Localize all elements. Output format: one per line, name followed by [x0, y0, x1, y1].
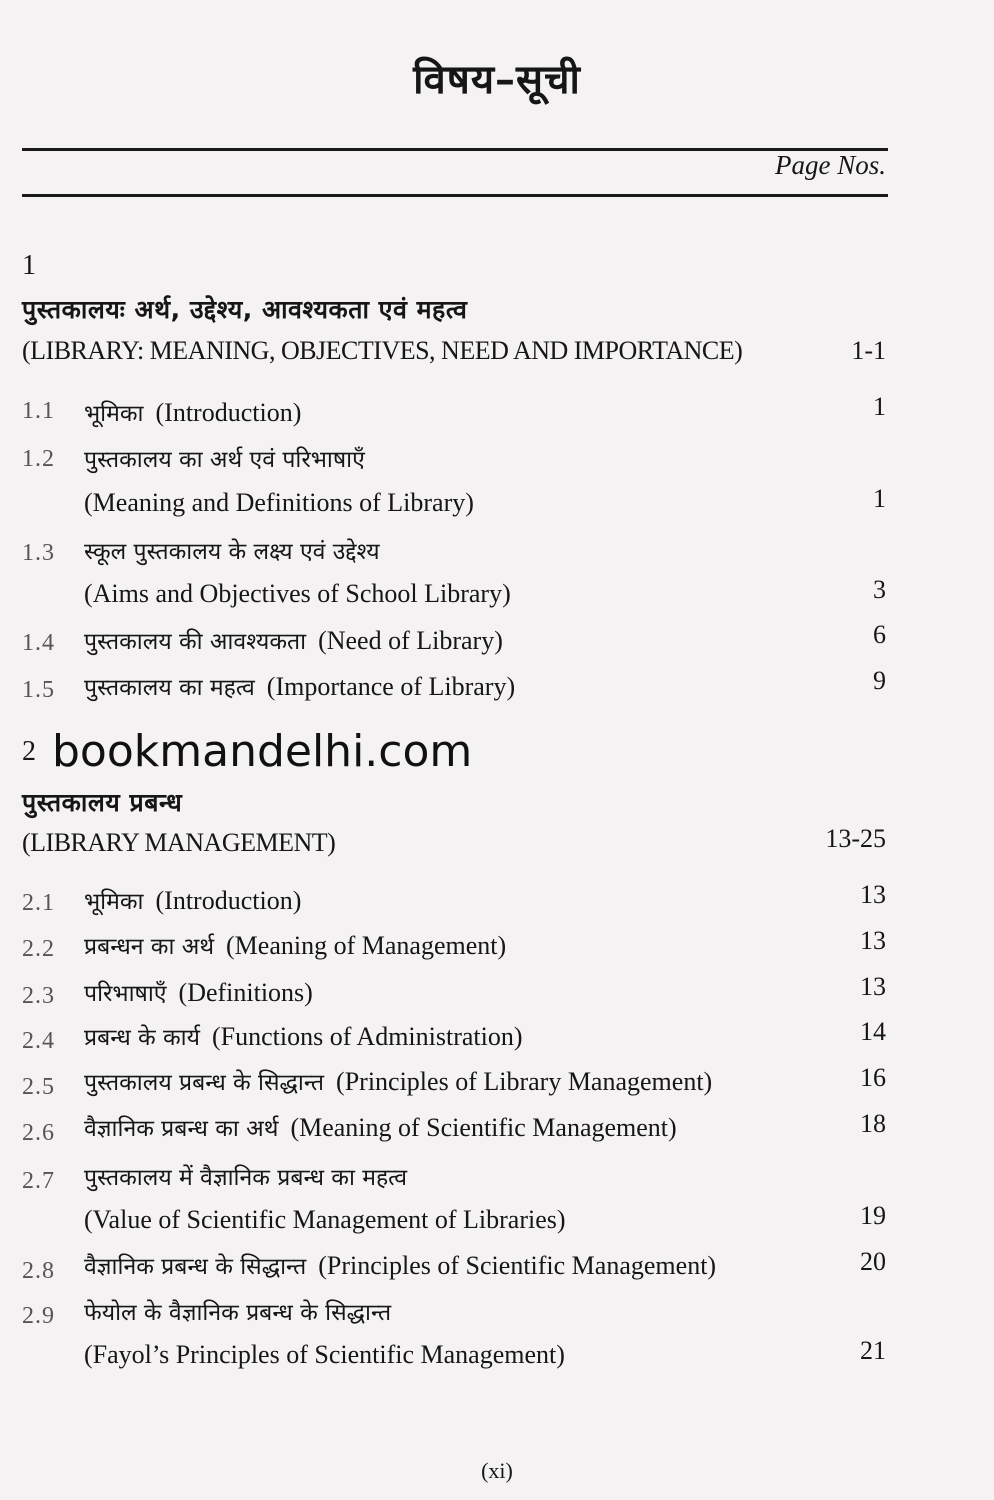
entry-number: 2.6: [22, 1120, 55, 1146]
chapter-english-title: (LIBRARY: MEANING, OBJECTIVES, NEED AND IMPORTANCE): [22, 336, 743, 365]
entry-english: (Meaning and Definitions of Library): [84, 488, 474, 517]
entry-hindi-line: [84, 534, 392, 566]
chapter-english-title: (LIBRARY MANAGEMENT): [22, 828, 336, 857]
entry-hindi-line: [84, 1295, 403, 1327]
entry-english: (Value of Scientific Management of Libraries): [84, 1205, 566, 1234]
entry-number: 2.8: [22, 1258, 55, 1284]
entry-english: (Definitions): [178, 978, 313, 1007]
header-rule-bottom: [22, 194, 888, 197]
toc-entry: [84, 1249, 716, 1281]
entry-number: 2.4: [22, 1028, 55, 1054]
entry-english: (Principles of Scientific Management): [318, 1251, 717, 1280]
entry-number: 2.1: [22, 890, 55, 916]
entry-hindi: वैज्ञानिक प्रबन्ध के सिद्धान्त: [84, 1254, 307, 1280]
entry-hindi: भूमिका: [84, 889, 144, 915]
header-rule-top: [22, 148, 888, 151]
entry-number: 1.3: [22, 540, 55, 566]
chapter-page-range: 1-1: [851, 336, 886, 365]
entry-english: (Introduction): [155, 886, 302, 915]
chapter-hindi-title: पुस्तकालयः अर्थ, उद्देश्य, आवश्यकता एवं महत्व: [22, 295, 468, 324]
entry-hindi: पुस्तकालय में वैज्ञानिक प्रबन्ध का महत्व: [84, 1165, 408, 1191]
watermark: bookmandelhi.com: [52, 726, 473, 777]
entry-english: (Fayol’s Principles of Scientific Management): [84, 1340, 565, 1369]
entry-page: 1: [873, 484, 886, 513]
entry-page: 19: [860, 1201, 886, 1230]
entry-hindi: परिभाषाएँ: [84, 981, 167, 1007]
entry-hindi: पुस्तकालय प्रबन्ध के सिद्धान्त: [84, 1070, 325, 1096]
entry-page: 13: [860, 972, 886, 1001]
entry-page: 16: [860, 1063, 886, 1092]
page-nos-label: Page Nos.: [775, 150, 886, 180]
entry-hindi: भूमिका: [84, 401, 144, 427]
toc-entry: [84, 884, 301, 916]
entry-page: 13: [860, 880, 886, 909]
entry-number: 2.2: [22, 936, 55, 962]
entry-hindi: प्रबन्ध के कार्य: [84, 1025, 200, 1051]
entry-page: 20: [860, 1247, 886, 1276]
entry-english: (Meaning of Management): [226, 931, 507, 960]
entry-hindi-line: [84, 442, 377, 474]
entry-english: (Introduction): [155, 398, 302, 427]
entry-page: 3: [873, 575, 886, 604]
entry-hindi: प्रबन्धन का अर्थ: [84, 934, 215, 960]
entry-number: 2.5: [22, 1074, 55, 1100]
entry-page: 21: [860, 1336, 886, 1365]
entry-page: 13: [860, 926, 886, 955]
chapter-page-range: 13-25: [825, 824, 886, 853]
toc-entry: [84, 929, 506, 961]
entry-number: 1.2: [22, 446, 55, 472]
entry-number: 2.7: [22, 1168, 55, 1194]
chapter-number: 2: [22, 736, 36, 767]
entry-english: (Principles of Library Management): [336, 1067, 713, 1096]
entry-page: 18: [860, 1109, 886, 1138]
entry-number: 1.4: [22, 630, 55, 656]
entry-english: (Functions of Administration): [211, 1022, 523, 1051]
entry-english: (Importance of Library): [266, 672, 516, 701]
entry-page: 9: [873, 666, 886, 695]
entry-english: (Meaning of Scientific Management): [290, 1113, 677, 1142]
entry-number: 1.1: [22, 398, 55, 424]
entry-hindi-line: [84, 1160, 419, 1192]
toc-entry: [84, 396, 301, 428]
entry-hindi: पुस्तकालय का अर्थ एवं परिभाषाएँ: [84, 447, 365, 473]
entry-hindi: पुस्तकालय का महत्व: [84, 675, 255, 701]
page-footer-number: (xi): [481, 1458, 513, 1483]
toc-entry: [84, 1020, 523, 1052]
entry-page: 1: [873, 392, 886, 421]
entry-hindi: फेयोल के वैज्ञानिक प्रबन्ध के सिद्धान्त: [84, 1300, 392, 1326]
entry-hindi: वैज्ञानिक प्रबन्ध का अर्थ: [84, 1116, 279, 1142]
entry-page: 14: [860, 1017, 886, 1046]
toc-entry: [84, 1111, 677, 1143]
toc-entry: [84, 624, 503, 656]
toc-entry: [84, 1065, 712, 1097]
entry-english: (Aims and Objectives of School Library): [84, 579, 511, 608]
entry-hindi: पुस्तकालय की आवश्यकता: [84, 629, 307, 655]
entry-hindi: स्कूल पुस्तकालय के लक्ष्य एवं उद्देश्य: [84, 539, 380, 565]
chapter-number: 1: [22, 250, 36, 281]
toc-entry: [84, 670, 515, 702]
toc-entry: [84, 976, 313, 1008]
entry-english: (Need of Library): [318, 626, 503, 655]
chapter-hindi-title: पुस्तकालय प्रबन्ध: [22, 788, 183, 817]
page-title: विषय–सूची: [413, 56, 581, 103]
entry-number: 1.5: [22, 677, 55, 703]
entry-number: 2.9: [22, 1303, 55, 1329]
entry-page: 6: [873, 620, 886, 649]
entry-number: 2.3: [22, 983, 55, 1009]
